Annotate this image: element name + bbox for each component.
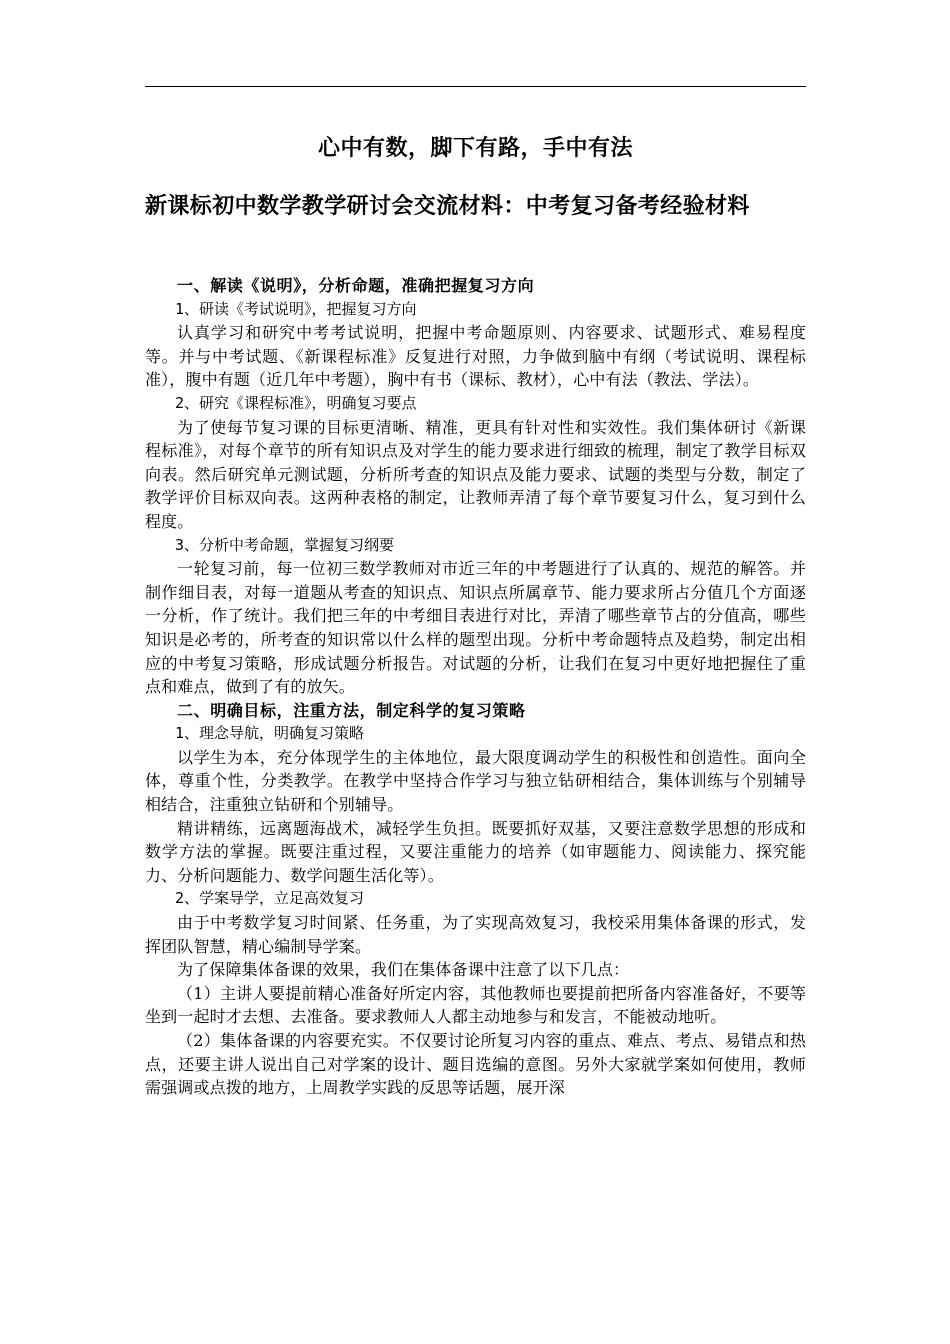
subsection-heading: 3、分析中考命题，掌握复习纲要	[175, 535, 395, 554]
subsection-heading: 2、学案导学，立足高效复习	[175, 889, 365, 908]
body-paragraph: （1）主讲人要提前精心准备好所定内容，其他教师也要提前把所备内容准备好，不要等坐到一起时才去想、去准备。要求教师人人都主动地参与和发言，不能被动地听。	[145, 983, 806, 1027]
body-paragraph: 为了保障集体备课的效果，我们在集体备课中注意了以下几点：	[177, 960, 630, 980]
page-subtitle: 新课标初中数学教学研讨会交流材料：中考复习备考经验材料	[145, 194, 750, 219]
document-body	[145, 274, 806, 1100]
body-paragraph: 认真学习和研究中考考试说明，把握中考命题原则、内容要求、试题形式、难易程度等。并与中考试题、《新课程标准》反复进行对照，力争做到脑中有纲（考试说明、课程标准），腹中有题（近几年中考题），胸中有书（课标、教材），心中有法（教法、学法）。	[145, 323, 806, 390]
subsection-heading: 1、研读《考试说明》，把握复习方向	[175, 299, 417, 318]
subsection-heading: 1、理念导航，明确复习策略	[175, 724, 365, 743]
body-paragraph: 精讲精练，远离题海战术，减轻学生负担。既要抓好双基，又要注意数学思想的形成和数学方法的掌握。既要注重过程，又要注重能力的培养（如审题能力、阅读能力、探究能力、分析问题能力、数学问题生活化等）。	[145, 818, 806, 885]
body-paragraph: 一轮复习前，每一位初三数学教师对市近三年的中考题进行了认真的、规范的解答。并制作细目表，对每一道题从考查的知识点、知识点所属章节、能力要求所占分值几个方面逐一分析，作了统计。我们把三年的中考细目表进行对比，弄清了哪些章节占的分值高，哪些知识是必考的，所考查的知识常以什么样的题型出现。分析中考命题特点及趋势，制定出相应的中考复习策略，形成试题分析报告。对试题的分析，让我们在复习中更好地把握住了重点和难点，做到了有的放矢。	[145, 559, 806, 697]
body-paragraph: 为了使每节复习课的目标更清晰、精准，更具有针对性和实效性。我们集体研讨《新课程标准》，对每个章节的所有知识点及对学生的能力要求进行细致的梳理，制定了教学目标双向表。然后研究单元测试题，分析所考查的知识点及能力要求、试题的类型与分数，制定了教学评价目标双向表。这两种表格的制定，让教师弄清了每个章节要复习什么，复习到什么程度。	[145, 417, 806, 531]
body-paragraph: （2）集体备课的内容要充实。不仅要讨论所复习内容的重点、难点、考点、易错点和热点，还要主讲人说出自己对学案的设计、题目选编的意图。另外大家就学案如何使用，教师需强调或点拨的地方，上周教学实践的反思等话题，展开深	[145, 1031, 806, 1098]
header-rule	[145, 86, 806, 87]
body-paragraph: 以学生为本，充分体现学生的主体地位，最大限度调动学生的积极性和创造性。面向全体，尊重个性，分类教学。在教学中坚持合作学习与独立钻研相结合，集体训练与个别辅导相结合，注重独立钻研和个别辅导。	[145, 747, 806, 815]
page-title: 心中有数，脚下有路，手中有法	[317, 136, 633, 161]
section-heading: 二、明确目标，注重方法，制定科学的复习策略	[177, 700, 526, 720]
section-heading: 一、解读《说明》，分析命题，准确把握复习方向	[177, 276, 535, 295]
body-paragraph: 由于中考数学复习时间紧、任务重，为了实现高效复习，我校采用集体备课的形式，发挥团队智慧，精心编制导学案。	[145, 913, 806, 956]
subsection-heading: 2、研究《课程标准》，明确复习要点	[175, 393, 417, 412]
